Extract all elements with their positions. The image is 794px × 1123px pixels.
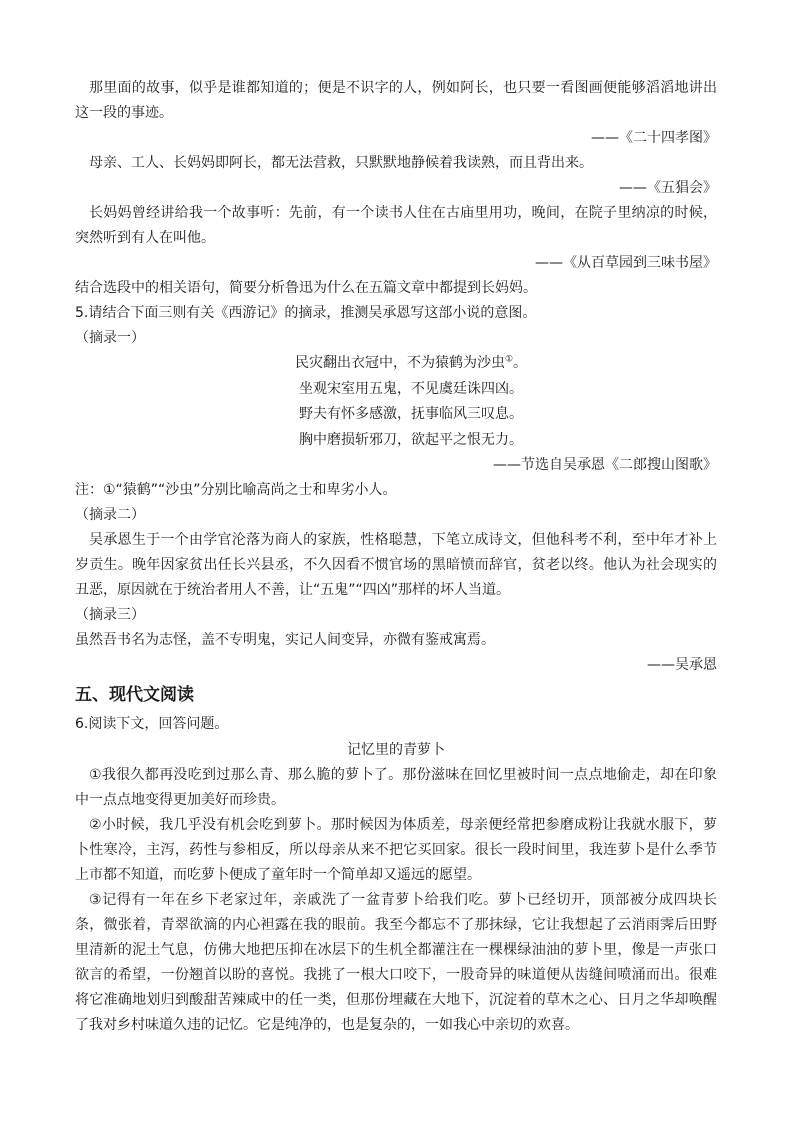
excerpt-paragraph: 母亲、工人、长妈妈即阿长，都无法营救，只默默地静候着我读熟，而且背出来。 <box>89 155 593 171</box>
footnote-marker: ① <box>504 354 514 365</box>
excerpt-label: （摘录二） <box>75 507 145 523</box>
article-title: 记忆里的青萝卜 <box>347 742 445 758</box>
question-text: 结合选段中的相关语句，简要分析鲁迅为什么在五篇文章中都提到长妈妈。 <box>75 280 537 296</box>
excerpt-source: ——吴承恩 <box>647 657 717 673</box>
poem-line-text: 民灾翻出衣冠中，不为猿鹤为沙虫 <box>294 355 505 371</box>
poem-source: ——节选自吴承恩《二郎搜山图歌》 <box>493 457 717 473</box>
poem-line <box>75 351 717 377</box>
excerpt-source: ——《二十四孝图》 <box>591 130 717 146</box>
excerpt-source: ——《从百草园到三味书屋》 <box>535 255 717 271</box>
article-paragraph: ②小时候，我几乎没有机会吃到萝卜。那时候因为体质差，母亲便经常把参磨成粉让我就水服下，萝卜性寒冷，主泻，药性与参相反，所以母亲从来不把它买回家。很长一段时间里，我连萝卜是什么季节上市都不知道，而吃萝卜便成了童年时一个简单却又遥远的愿望。 <box>75 817 717 883</box>
poem-line-punct: 。 <box>513 355 528 371</box>
footnote: 注：①“猿鹤”“沙虫”分别比喻高尚之士和卑劣小人。 <box>75 482 397 498</box>
poem-line: 坐观宋室用五鬼，不见虞廷诛四凶。 <box>299 380 523 397</box>
section-title: 五、现代文阅读 <box>75 685 194 705</box>
excerpt-label: （摘录三） <box>75 607 145 623</box>
question-6-prompt: 6.阅读下文，回答问题。 <box>75 716 229 732</box>
excerpt-paragraph: 吴承恩生于一个由学官沦落为商人的家族，性格聪慧，下笔立成诗文，但他科考不利，至中年才补上岁贡生。晚年因家贫出任长兴县丞，不久因看不惯官场的黑暗愤而辞官，贫老以终。他认为社会现实的丑恶，原因就在于统治者用人不善，让“五鬼”“四凶”那样的坏人当道。 <box>75 532 717 598</box>
document-page <box>75 76 717 1038</box>
excerpt-source: ——《五猖会》 <box>619 180 717 196</box>
question-5-prompt: 5.请结合下面三则有关《西游记》的摘录，推测吴承恩写这部小说的意图。 <box>75 305 537 321</box>
poem-line: 野夫有怀多感激，抚事临风三叹息。 <box>299 406 523 422</box>
article-paragraph: ①我很久都再没吃到过那么青、那么脆的萝卜了。那份滋味在回忆里被时间一点点地偷走，却在印象中一点点地变得更加美好而珍贵。 <box>75 767 717 808</box>
excerpt-label: （摘录一） <box>75 330 145 346</box>
poem-line: 胸中磨损斩邪刀，欲起平之恨无力。 <box>299 431 523 448</box>
excerpt-paragraph: 那里面的故事，似乎是谁都知道的；便是不识字的人，例如阿长，也只要一看图画便能够滔滔地讲出这一段的事迹。 <box>75 80 717 121</box>
excerpt-paragraph: 长妈妈曾经讲给我一个故事听：先前，有一个读书人住在古庙里用功，晚间，在院子里纳凉的时候，突然听到有人在叫他。 <box>75 205 717 246</box>
article-paragraph: ③记得有一年在乡下老家过年，亲戚洗了一盆青萝卜给我们吃。萝卜已经切开，顶部被分成四块长条，微张着，青翠欲滴的内心袒露在我的眼前。我至今都忘不了那抹绿，它让我想起了云消雨霁后田野里清新的泥土气息，仿佛大地把压抑在冰层下的生机全都灌注在一棵棵绿油油的萝卜里，像是一声张口欲言的希望，一份翘首以盼的喜悦。我挑了一根大口咬下，一股奇异的味道便从齿缝间喷涌而出。很难将它准确地划归到酸甜苦辣咸中的任一类，但那份埋藏在大地下，沉淀着的草木之心、日月之华却唤醒了我对乡村味道久违的记忆。它是纯净的，也是复杂的，一如我心中亲切的欢喜。 <box>75 892 717 1033</box>
excerpt-paragraph: 虽然吾书名为志怪，盖不专明鬼，实记人间变异，亦微有鉴戒寓焉。 <box>75 632 495 648</box>
